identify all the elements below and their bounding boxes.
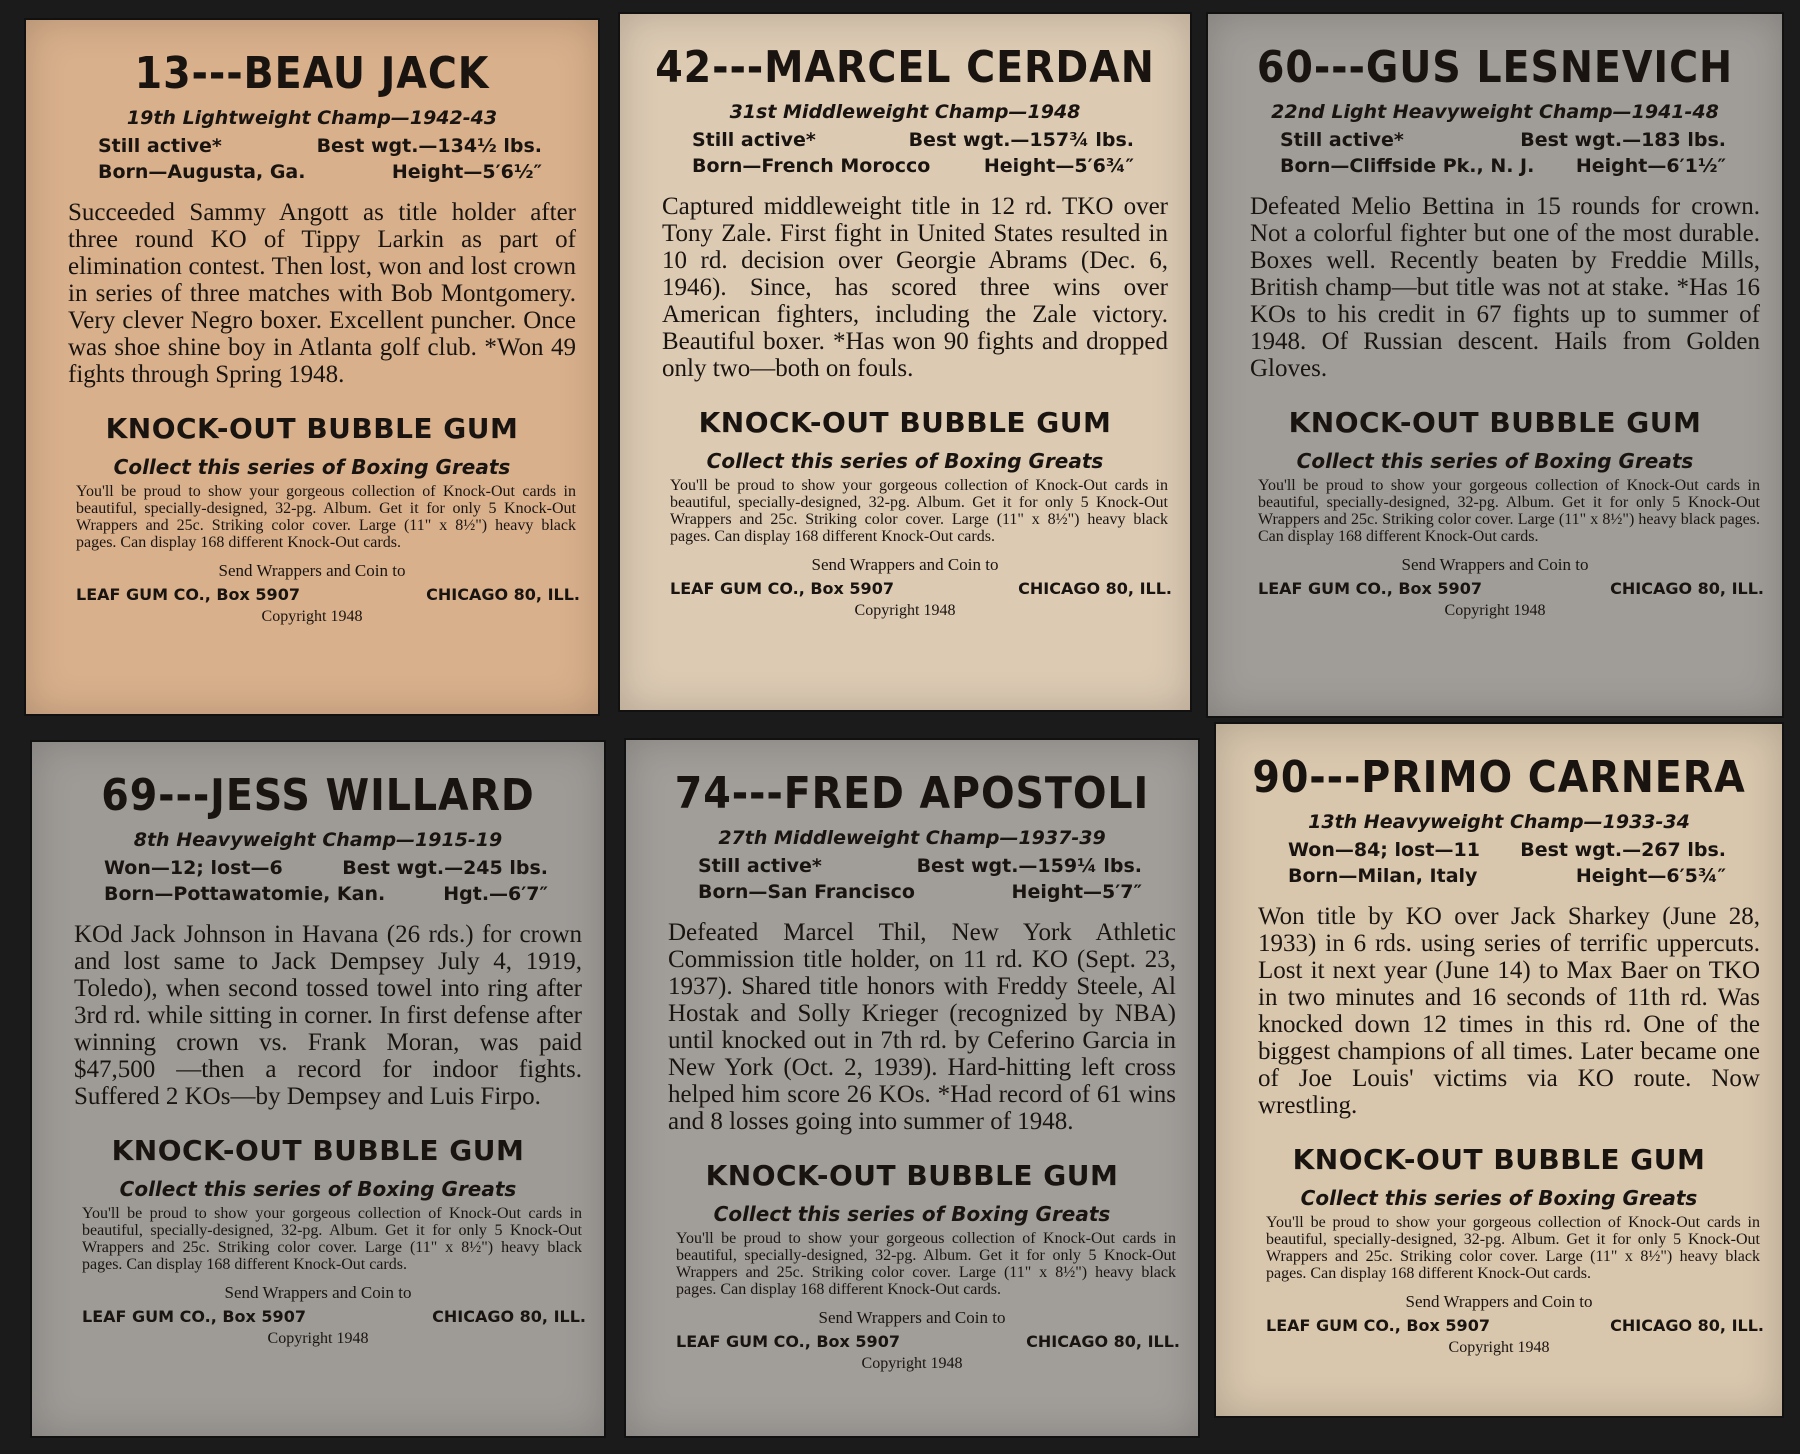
stats-row: Born—French Morocco Height—5′6¾″ — [692, 155, 1134, 177]
address-line: LEAF GUM CO., Box 5907 CHICAGO 80, ILL. — [82, 1307, 586, 1326]
offer-text: You'll be proud to show your gorgeous collection of Knock-Out cards in beautiful, specially-designed, 32-pg. Album. Get it for only 5 Knock-Out Wrappers and 25c. Striking color cover. Large (11" x 8½") heavy black pages. Can display 168 different Knock-Out cards. — [676, 1230, 1176, 1298]
champ-line: 31st Middleweight Champ—1948 — [729, 101, 1081, 123]
copyright: Copyright 1948 — [1448, 1339, 1550, 1356]
collect-line: Collect this series of Boxing Greats — [1296, 449, 1694, 473]
brand-heading: KNOCK-OUT BUBBLE GUM — [705, 1159, 1119, 1192]
stats-row: Born—Pottawatomie, Kan. Hgt.—6′7″ — [104, 883, 548, 905]
card-title: 90---PRIMO CARNERA — [1252, 752, 1746, 803]
champ-line: 19th Lightweight Champ—1942-43 — [126, 107, 498, 129]
send-line: Send Wrappers and Coin to — [224, 1283, 412, 1302]
send-line: Send Wrappers and Coin to — [1405, 1292, 1593, 1311]
collect-line: Collect this series of Boxing Greats — [713, 1202, 1111, 1226]
stats-row: Still active* Best wgt.—134½ lbs. — [98, 135, 542, 157]
brand-heading: KNOCK-OUT BUBBLE GUM — [1288, 406, 1702, 439]
collect-line: Collect this series of Boxing Greats — [1300, 1186, 1698, 1210]
copyright: Copyright 1948 — [267, 1330, 369, 1347]
stats-row: Still active* Best wgt.—183 lbs. — [1280, 129, 1726, 151]
offer-text: You'll be proud to show your gorgeous collection of Knock-Out cards in beautiful, specially-designed, 32-pg. Album. Get it for only 5 Knock-Out Wrappers and 25c. Striking color cover. Large (11" x 8½") heavy black pages. Can display 168 different Knock-Out cards. — [670, 477, 1168, 545]
copyright: Copyright 1948 — [861, 1355, 963, 1372]
card-beau-jack — [26, 20, 598, 714]
offer-text: You'll be proud to show your gorgeous collection of Knock-Out cards in beautiful, specially-designed, 32-pg. Album. Get it for only 5 Knock-Out Wrappers and 25c. Striking color cover. Large (11" x 8½") heavy black pages. Can display 168 different Knock-Out cards. — [82, 1205, 582, 1273]
card-title: 69---JESS WILLARD — [101, 770, 535, 821]
address-line: LEAF GUM CO., Box 5907 CHICAGO 80, ILL. — [1266, 1316, 1764, 1335]
bio-text: Captured middleweight title in 12 rd. TKO over Tony Zale. First fight in United States resulted in 10 rd. decision over Georgie Abrams (Dec. 6, 1946). Since, has scored three wins over American fighters, including the Zale victory. Beautiful boxer. *Has won 90 fights and dropped only two—both on fouls. — [662, 193, 1168, 382]
card-primo-carnera — [1216, 724, 1782, 1416]
send-line: Send Wrappers and Coin to — [1401, 555, 1589, 574]
card-title: 42---MARCEL CERDAN — [655, 42, 1155, 93]
card-title: 60---GUS LESNEVICH — [1256, 42, 1734, 93]
copyright: Copyright 1948 — [854, 602, 956, 619]
champ-line: 22nd Light Heavyweight Champ—1941-48 — [1271, 101, 1719, 123]
bio-text: KOd Jack Johnson in Havana (26 rds.) for crown and lost same to Jack Dempsey July 4, 1919, Toledo), when second tossed towel into ring after 3rd rd. while sitting in corner. In first defense after winning crown vs. Frank Moran, was paid $47,500 —then a record for indoor fights. Suffered 2 KOs—by Dempsey and Luis Firpo. — [74, 921, 582, 1110]
offer-text: You'll be proud to show your gorgeous collection of Knock-Out cards in beautiful, specially-designed, 32-pg. Album. Get it for only 5 Knock-Out Wrappers and 25c. Striking color cover. Large (11" x 8½") heavy black pages. Can display 168 different Knock-Out cards. — [1258, 477, 1760, 545]
collect-line: Collect this series of Boxing Greats — [113, 455, 511, 479]
stats-row: Won—84; lost—11 Best wgt.—267 lbs. — [1288, 839, 1726, 861]
brand-heading: KNOCK-OUT BUBBLE GUM — [111, 1134, 525, 1167]
stats-row: Born—Milan, Italy Height—6′5¾″ — [1288, 865, 1726, 887]
address-line: LEAF GUM CO., Box 5907 CHICAGO 80, ILL. — [1258, 579, 1764, 598]
bio-text: Succeeded Sammy Angott as title holder after three round KO of Tippy Larkin as part of elimination contest. Then lost, won and lost crown in series of three matches with Bob Montgomery. Very clever Negro boxer. Excellent puncher. Once was shoe shine boy in Atlanta golf club. *Won 49 fights through Spring 1948. — [68, 199, 576, 388]
address-line: LEAF GUM CO., Box 5907 CHICAGO 80, ILL. — [670, 579, 1172, 598]
card-gus-lesnevich — [1208, 14, 1782, 716]
stats-row: Born—Augusta, Ga. Height—5′6½″ — [98, 161, 542, 183]
copyright: Copyright 1948 — [261, 608, 363, 625]
copyright: Copyright 1948 — [1444, 602, 1546, 619]
send-line: Send Wrappers and Coin to — [818, 1308, 1006, 1327]
card-marcel-cerdan — [620, 14, 1190, 710]
stats-row: Still active* Best wgt.—159¼ lbs. — [698, 855, 1142, 877]
collect-line: Collect this series of Boxing Greats — [706, 449, 1104, 473]
brand-heading: KNOCK-OUT BUBBLE GUM — [1292, 1143, 1706, 1176]
card-fred-apostoli — [626, 740, 1198, 1436]
brand-heading: KNOCK-OUT BUBBLE GUM — [698, 406, 1112, 439]
send-line: Send Wrappers and Coin to — [218, 561, 406, 580]
card-jess-willard — [32, 742, 604, 1436]
stats-row: Born—Cliffside Pk., N. J. Height—6′1½″ — [1280, 155, 1726, 177]
bio-text: Won title by KO over Jack Sharkey (June 28, 1933) in 6 rds. using series of terrific uppercuts. Lost it next year (June 14) to Max Baer on TKO in two minutes and 16 seconds of 11th rd. Was knocked down 12 times in this rd. One of the biggest champions of all times. Later became one of Joe Louis' victims via KO route. Now wrestling. — [1258, 903, 1760, 1119]
offer-text: You'll be proud to show your gorgeous collection of Knock-Out cards in beautiful, specially-designed, 32-pg. Album. Get it for only 5 Knock-Out Wrappers and 25c. Striking color cover. Large (11" x 8½") heavy black pages. Can display 168 different Knock-Out cards. — [76, 483, 576, 551]
champ-line: 27th Middleweight Champ—1937-39 — [718, 827, 1106, 849]
stats-row: Born—San Francisco Height—5′7″ — [698, 881, 1142, 903]
collect-line: Collect this series of Boxing Greats — [119, 1177, 517, 1201]
address-line: LEAF GUM CO., Box 5907 CHICAGO 80, ILL. — [676, 1332, 1180, 1351]
champ-line: 13th Heavyweight Champ—1933-34 — [1308, 811, 1690, 833]
champ-line: 8th Heavyweight Champ—1915-19 — [133, 829, 503, 851]
stats-row: Still active* Best wgt.—157¾ lbs. — [692, 129, 1134, 151]
send-line: Send Wrappers and Coin to — [811, 555, 999, 574]
bio-text: Defeated Marcel Thil, New York Athletic Commission title holder, on 11 rd. KO (Sept. 23, 1937). Shared title honors with Freddy Steele, Al Hostak and Solly Krieger (recognized by NBA) until knocked out in 7th rd. by Ceferino Garcia in New York (Oct. 2, 1939). Hard-hitting left cross helped him score 26 KOs. *Had record of 61 wins and 8 losses going into summer of 1948. — [668, 919, 1176, 1135]
stats-row: Won—12; lost—6 Best wgt.—245 lbs. — [104, 857, 548, 879]
bio-text: Defeated Melio Bettina in 15 rounds for crown. Not a colorful fighter but one of the most durable. Boxes well. Recently beaten by Freddie Mills, British champ—but title was not at stake. *Has 16 KOs to his credit in 67 fights up to summer of 1948. Of Russian descent. Hails from Golden Gloves. — [1250, 193, 1760, 382]
card-title: 13---BEAU JACK — [134, 48, 490, 99]
offer-text: You'll be proud to show your gorgeous collection of Knock-Out cards in beautiful, specially-designed, 32-pg. Album. Get it for only 5 Knock-Out Wrappers and 25c. Striking color cover. Large (11" x 8½") heavy black pages. Can display 168 different Knock-Out cards. — [1266, 1214, 1760, 1282]
brand-heading: KNOCK-OUT BUBBLE GUM — [105, 412, 519, 445]
card-title: 74---FRED APOSTOLI — [674, 768, 1150, 819]
address-line: LEAF GUM CO., Box 5907 CHICAGO 80, ILL. — [76, 585, 580, 604]
